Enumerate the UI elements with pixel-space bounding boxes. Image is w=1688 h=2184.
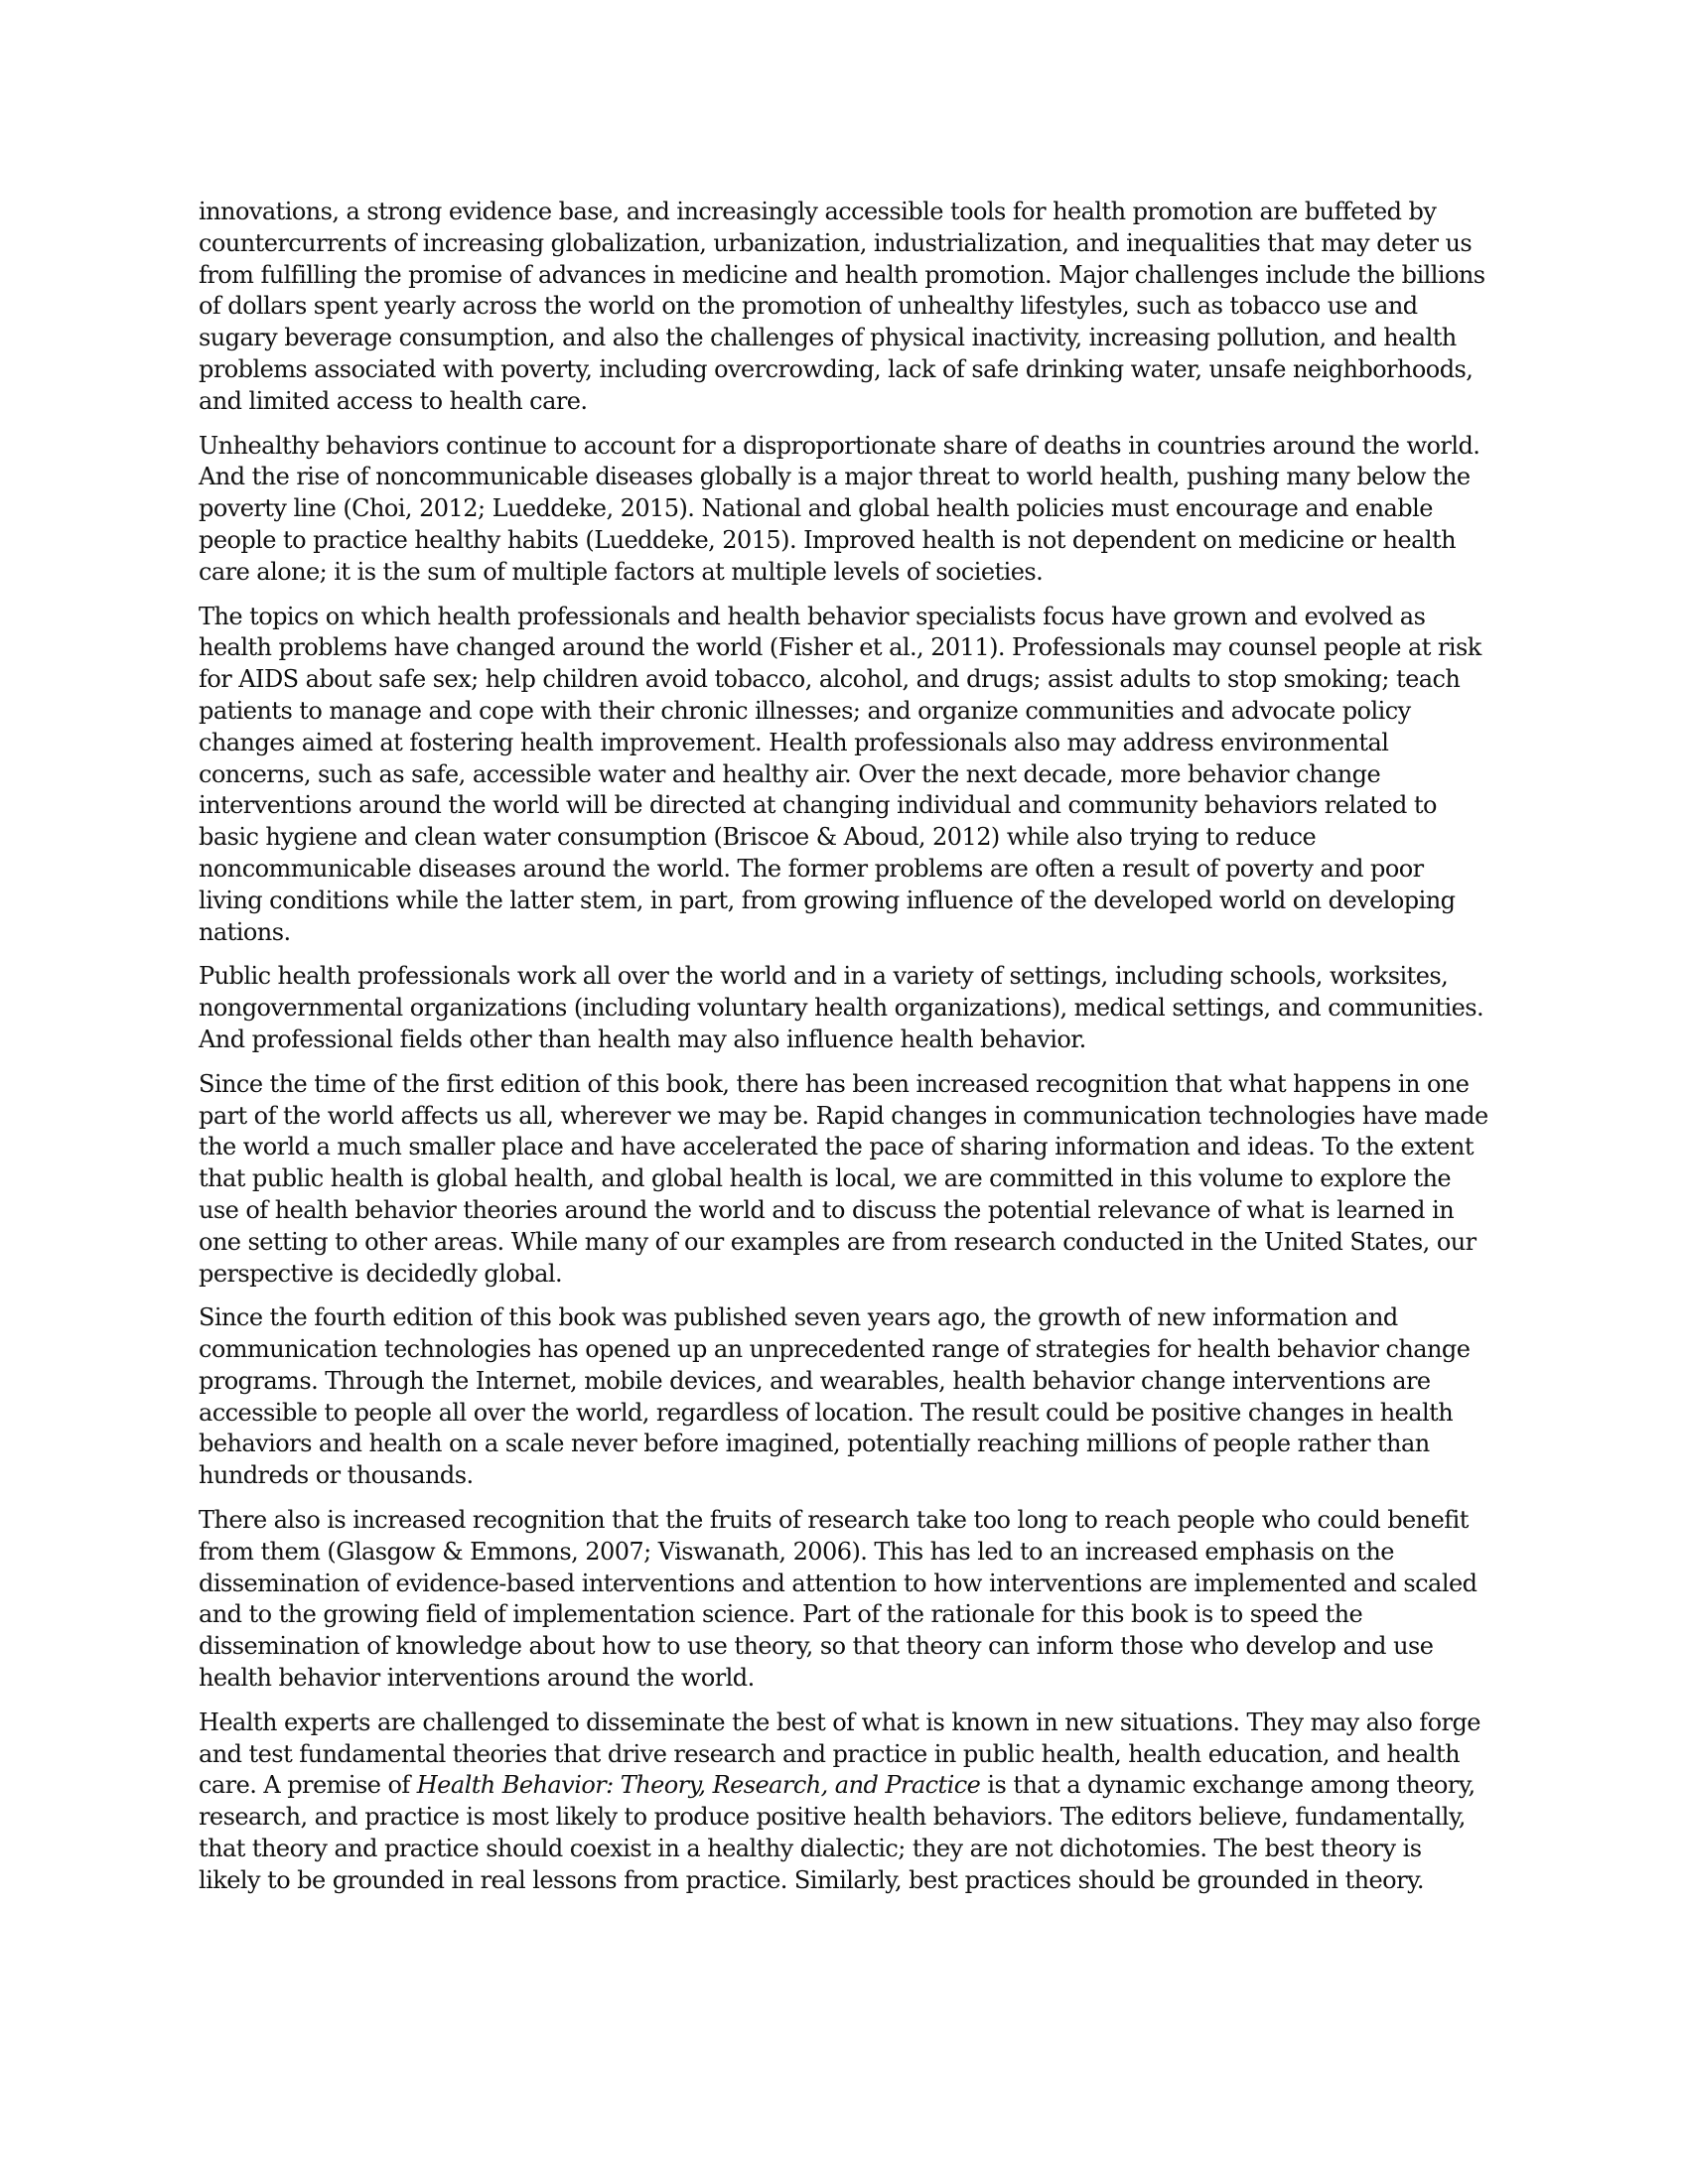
paragraph-6: Since the fourth edition of this book was published seven years ago, the growth of new information and communication technologies has opened up an unprecedented range of strategies for health behavior change programs. Through the Internet, mobile devices, and wearables, health behavior change interventions are accessible to people all over the world, regardless of location. The result could be positive changes in health behaviors and health on a scale never before imagined, potentially reaching millions of people rather than hundreds or thousands. (199, 1303, 1471, 1490)
paragraph-5: Since the time of the first edition of this book, there has been increased recognition that what happens in one part of the world affects us all, wherever we may be. Rapid changes in communication technologies have made the world a much smaller place and have accelerated the pace of sharing information and ideas. To the extent that public health is global health, and global health is local, we are committed in this volume to explore the use of health behavior theories around the world and to discuss the potential relevance of what is learned in one setting to other areas. While many of our examples are from research conducted in the United States, our perspective is decidedly global. (199, 1069, 1488, 1288)
paragraph-8 (199, 1707, 1489, 1897)
paragraph-8-lead: Health experts are challenged to disseminate the best of what is known in new situations. They may also forge and test fundamental theories that drive research and practice in public health, health education, and health care. A premise of (199, 1707, 1480, 1800)
paragraph-8-rest: is that a dynamic exchange among theory, research, and practice is most likely to produce positive health behaviors. The editors believe, fundamentally, that theory and practice should coexist in a healthy dialectic; they are not dichotomies. The best theory is likely to be grounded in real lessons from practice. Similarly, best practices should be grounded in theory. (199, 1771, 1476, 1894)
paragraph-1: innovations, a strong evidence base, and increasingly accessible tools for health promotion are buffeted by countercurrents of increasing globalization, urbanization, industrialization, and inequalities that may deter us from fulfilling the promise of advances in medicine and health promotion. Major challenges include the billions of dollars spent yearly across the world on the promotion of unhealthy lifestyles, such as tobacco use and sugary beverage consumption, and also the challenges of physical inactivity, increasing pollution, and health problems associated with poverty, including overcrowding, lack of safe drinking water, unsafe neighborhoods, and limited access to health care. (199, 198, 1485, 415)
paragraph-4: Public health professionals work all over the world and in a variety of settings, including schools, worksites, nongovernmental organizations (including voluntary health organizations), medical settings, and communities. And professional fields other than health may also influence health behavior. (199, 962, 1484, 1053)
body-text (199, 197, 1489, 1910)
paragraph-2: Unhealthy behaviors continue to account for a disproportionate share of deaths in countries around the world. And the rise of noncommunicable diseases globally is a major threat to world health, pushing many below the poverty line (Choi, 2012; Lueddeke, 2015). National and global health policies must encourage and enable people to practice healthy habits (Lueddeke, 2015). Improved health is not dependent on medicine or health care alone; it is the sum of multiple factors at multiple levels of societies. (199, 431, 1480, 586)
paragraph-7: There also is increased recognition that the fruits of research take too long to reach people who could benefit from them (Glasgow & Emmons, 2007; Viswanath, 2006). This has led to an increased emphasis on the dissemination of evidence-based interventions and attention to how interventions are implemented and scaled and to the growing field of implementation science. Part of the rationale for this book is to speed the dissemination of knowledge about how to use theory, so that theory can inform those who develop and use health behavior interventions around the world. (199, 1506, 1477, 1693)
book-title: Health Behavior: Theory, Research, and Practice (416, 1771, 981, 1800)
paragraph-3: The topics on which health professionals and health behavior specialists focus have grown and evolved as health problems have changed around the world (Fisher et al., 2011). Professionals may counsel people at risk for AIDS about safe sex; help children avoid tobacco, alcohol, and drugs; assist adults to stop smoking; teach patients to manage and cope with their chronic illnesses; and organize communities and advocate policy changes aimed at fostering health improvement. Health professionals also may address environmental concerns, such as safe, accessible water and healthy air. Over the next decade, more behavior change interventions around the world will be directed at changing individual and community behaviors related to basic hygiene and clean water consumption (Briscoe & Aboud, 2012) while also trying to reduce noncommunicable diseases around the world. The former problems are often a result of poverty and poor living conditions while the latter stem, in part, from growing influence of the developed world on developing nations. (199, 602, 1481, 946)
